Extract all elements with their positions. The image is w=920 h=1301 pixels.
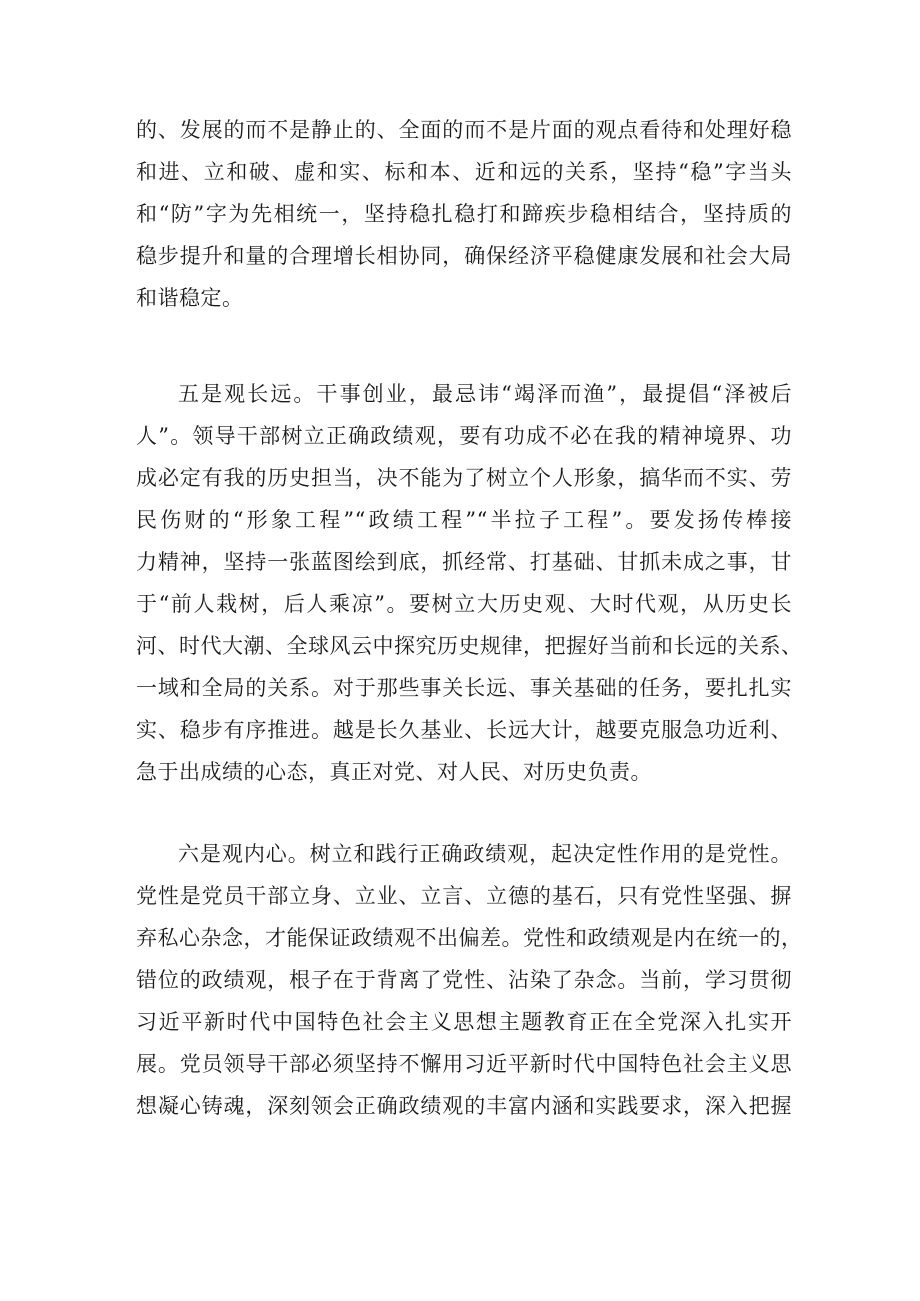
text-line: 稳步提升和量的合理增长相协同，确保经济平稳健康发展和社会大局 xyxy=(136,244,792,268)
text-line: 和“防”字为先相统一，坚持稳扎稳打和蹄疾步稳相结合，坚持质的 xyxy=(136,202,792,226)
text-line: 和进、立和破、虚和实、标和本、近和远的关系，坚持“稳”字当头 xyxy=(136,160,792,184)
text-line: 人”。领导干部树立正确政绩观，要有功成不必在我的精神境界、功 xyxy=(136,424,792,448)
text-line: 和谐稳定。 xyxy=(136,286,244,310)
text-line: 河、时代大潮、全球风云中探究历史规律，把握好当前和长远的关系、 xyxy=(136,634,803,658)
text-line: 习近平新时代中国特色社会主义思想主题教育正在全党深入扎实开 xyxy=(136,1010,792,1034)
text-line: 六是观内心。树立和践行正确政绩观，起决定性作用的是党性。 xyxy=(178,842,792,866)
text-line: 实、稳步有序推进。越是长久基业、长远大计，越要克服急功近利、 xyxy=(136,718,792,742)
paragraph-continuation xyxy=(136,109,792,319)
text-line: 错位的政绩观，根子在于背离了党性、沾染了杂念。当前，学习贯彻 xyxy=(136,968,792,992)
text-line: 成必定有我的历史担当，决不能为了树立个人形象，搞华而不实、劳 xyxy=(136,466,792,490)
text-line: 力精神，坚持一张蓝图绘到底，抓经常、打基础、甘抓未成之事，甘 xyxy=(136,550,792,574)
text-line: 民伤财的“形象工程”“政绩工程”“半拉子工程”。要发扬传棒接 xyxy=(136,508,792,532)
text-line: 弃私心杂念，才能保证政绩观不出偏差。党性和政绩观是内在统一的， xyxy=(136,926,803,950)
text-line: 一域和全局的关系。对于那些事关长远、事关基础的任务，要扎扎实 xyxy=(136,676,792,700)
text-line: 想凝心铸魂，深刻领会正确政绩观的丰富内涵和实践要求，深入把握 xyxy=(136,1094,792,1118)
paragraph-point-five xyxy=(136,373,803,793)
text-line: 展。党员领导干部必须坚持不懈用习近平新时代中国特色社会主义思 xyxy=(136,1052,792,1076)
text-line: 于“前人栽树，后人乘凉”。要树立大历史观、大时代观，从历史长 xyxy=(136,592,792,616)
text-line: 党性是党员干部立身、立业、立言、立德的基石，只有党性坚强、摒 xyxy=(136,884,792,908)
text-line: 急于出成绩的心态，真正对党、对人民、对历史负责。 xyxy=(136,760,652,784)
paragraph-point-six xyxy=(136,833,803,1127)
text-line: 的、发展的而不是静止的、全面的而不是片面的观点看待和处理好稳 xyxy=(136,118,792,142)
text-line: 五是观长远。干事创业，最忌讳“竭泽而渔”，最提倡“泽被后 xyxy=(178,382,792,406)
